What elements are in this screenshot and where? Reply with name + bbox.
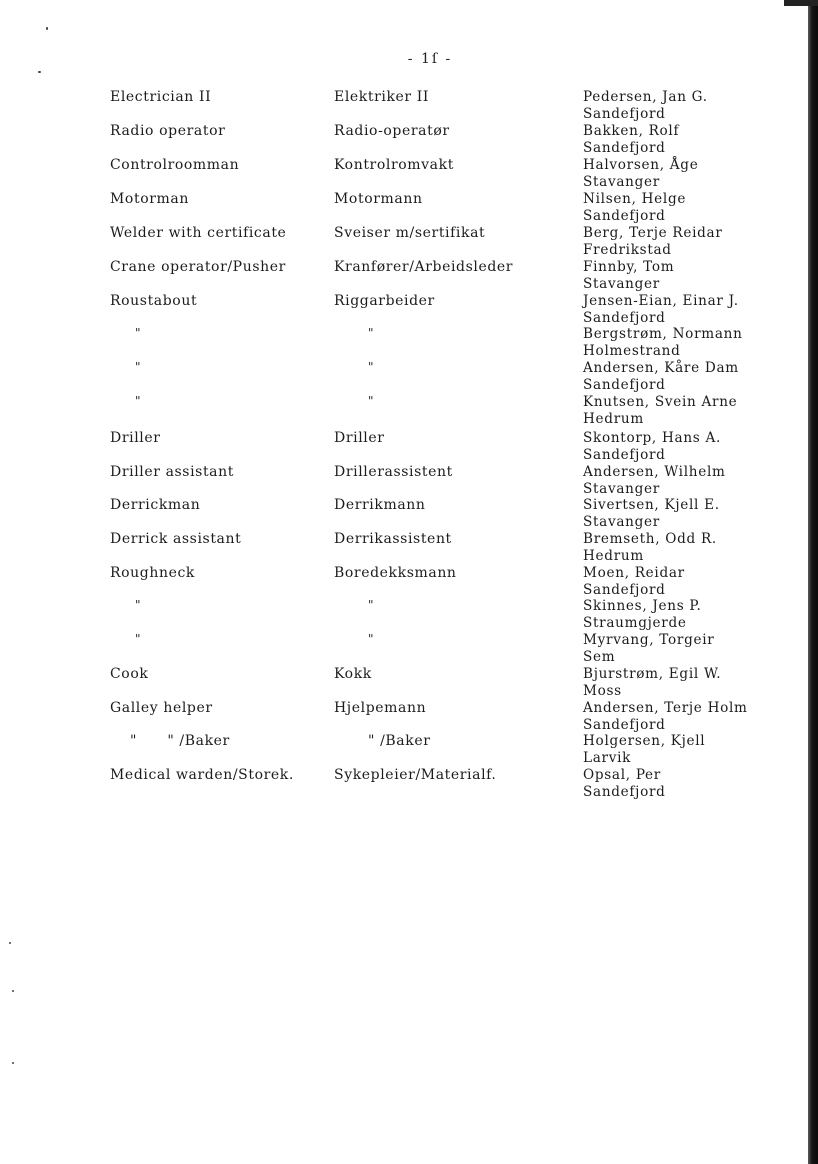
english-title: Crane operator/Pusher <box>110 259 286 275</box>
crew-member <box>583 191 686 225</box>
crew-row <box>0 259 818 293</box>
norwegian-title: Drillerassistent <box>334 464 453 480</box>
crew-row <box>0 123 818 157</box>
crew-hometown: Holmestrand <box>583 342 681 359</box>
norwegian-title: " <box>368 632 375 646</box>
crew-member <box>583 123 679 157</box>
crew-row <box>0 89 818 123</box>
crew-member <box>583 632 714 666</box>
crew-row <box>0 767 818 801</box>
crew-hometown: Sandefjord <box>583 105 666 122</box>
page-edge-corner <box>784 0 818 6</box>
norwegian-title: " <box>368 326 375 340</box>
crew-member <box>583 394 737 428</box>
crew-hometown: Stavanger <box>583 173 660 190</box>
crew-name: Bakken, Rolf <box>583 123 680 139</box>
crew-hometown: Sandefjord <box>583 716 666 733</box>
english-title: Medical warden/Storek. <box>110 767 294 783</box>
crew-member <box>583 464 726 498</box>
crew-member <box>583 733 705 767</box>
crew-name: Sivertsen, Kjell E. <box>583 497 720 513</box>
crew-member <box>583 666 721 700</box>
norwegian-title: Sykepleier/Materialf. <box>334 767 497 783</box>
crew-hometown: Sandefjord <box>583 139 666 156</box>
norwegian-title: " <box>368 360 375 374</box>
norwegian-title: Kontrolromvakt <box>334 157 454 173</box>
crew-row <box>0 225 818 259</box>
crew-member <box>583 225 723 259</box>
crew-hometown: Sandefjord <box>583 581 666 598</box>
norwegian-title: Driller <box>334 430 385 446</box>
crew-name: Pedersen, Jan G. <box>583 89 708 105</box>
crew-member <box>583 89 708 123</box>
crew-row <box>0 733 818 767</box>
crew-member <box>583 430 721 464</box>
crew-member <box>583 259 674 293</box>
crew-name: Bergstrøm, Normann <box>583 326 743 342</box>
crew-member <box>583 700 748 734</box>
norwegian-title: " <box>368 598 375 612</box>
norwegian-title: Kokk <box>334 666 372 682</box>
crew-hometown: Straumgjerde <box>583 614 687 631</box>
norwegian-title: Motormann <box>334 191 423 207</box>
english-title: " <box>135 326 142 340</box>
crew-member <box>583 157 698 191</box>
crew-row <box>0 464 818 498</box>
crew-name: Nilsen, Helge <box>583 191 687 207</box>
crew-row <box>0 598 818 632</box>
english-title: Radio operator <box>110 123 226 139</box>
norwegian-title: Kranfører/Arbeidsleder <box>334 259 514 275</box>
crew-hometown: Sandefjord <box>583 783 666 800</box>
english-title: " <box>135 632 142 646</box>
english-title: Motorman <box>110 191 189 207</box>
norwegian-title: " /Baker <box>368 733 431 749</box>
scan-speck <box>46 27 48 30</box>
norwegian-title: Sveiser m/sertifikat <box>334 225 486 241</box>
crew-hometown: Stavanger <box>583 275 660 292</box>
crew-name: Opsal, Per <box>583 767 661 783</box>
crew-member <box>583 293 739 327</box>
crew-row <box>0 531 818 565</box>
crew-hometown: Moss <box>583 682 622 699</box>
crew-hometown: Sandefjord <box>583 446 666 463</box>
crew-member <box>583 326 743 360</box>
crew-name: Skontorp, Hans A. <box>583 430 722 446</box>
scan-speck <box>38 71 41 73</box>
english-title: " <box>135 598 142 612</box>
crew-hometown: Sandefjord <box>583 309 666 326</box>
crew-name: Finnby, Tom <box>583 259 675 275</box>
page-number: - 1ſ - <box>407 51 453 67</box>
crew-name: Jensen-Eian, Einar J. <box>583 293 739 309</box>
crew-hometown: Hedrum <box>583 410 644 427</box>
crew-name: Andersen, Wilhelm <box>583 464 726 480</box>
crew-name: Holgersen, Kjell <box>583 733 706 749</box>
crew-member <box>583 497 720 531</box>
crew-member <box>583 767 666 801</box>
crew-row <box>0 565 818 599</box>
norwegian-title: Riggarbeider <box>334 293 435 309</box>
crew-hometown: Stavanger <box>583 513 660 530</box>
crew-hometown: Sandefjord <box>583 376 666 393</box>
norwegian-title: Derrikmann <box>334 497 426 513</box>
crew-row <box>0 666 818 700</box>
crew-hometown: Fredrikstad <box>583 241 672 258</box>
crew-row <box>0 191 818 225</box>
english-title: Cook <box>110 666 149 682</box>
crew-row <box>0 326 818 360</box>
crew-name: Bjurstrøm, Egil W. <box>583 666 722 682</box>
norwegian-title: Elektriker II <box>334 89 430 105</box>
norwegian-title: " <box>368 394 375 408</box>
crew-member <box>583 531 717 565</box>
crew-hometown: Hedrum <box>583 547 644 564</box>
norwegian-title: Boredekksmann <box>334 565 457 581</box>
crew-row <box>0 497 818 531</box>
english-title: Controlroomman <box>110 157 240 173</box>
crew-hometown: Sem <box>583 648 616 665</box>
crew-row <box>0 293 818 327</box>
norwegian-title: Radio-operatør <box>334 123 450 139</box>
crew-name: Moen, Reidar <box>583 565 685 581</box>
crew-name: Skinnes, Jens P. <box>583 598 702 614</box>
crew-row <box>0 632 818 666</box>
english-title: Driller <box>110 430 161 446</box>
scan-speck <box>12 1062 14 1064</box>
crew-name: Halvorsen, Åge <box>583 157 699 173</box>
crew-name: Berg, Terje Reidar <box>583 225 723 241</box>
crew-row <box>0 157 818 191</box>
english-title: Roustabout <box>110 293 198 309</box>
crew-name: Andersen, Kåre Dam <box>583 360 739 376</box>
crew-row <box>0 394 818 428</box>
crew-member <box>583 598 702 632</box>
english-title: Electrician II <box>110 89 212 105</box>
crew-row <box>0 360 818 394</box>
crew-hometown: Stavanger <box>583 480 660 497</box>
english-title: Derrick assistant <box>110 531 242 547</box>
english-title: Roughneck <box>110 565 195 581</box>
crew-name: Myrvang, Torgeir <box>583 632 715 648</box>
crew-row <box>0 700 818 734</box>
english-title: " <box>135 394 142 408</box>
crew-row <box>0 430 818 464</box>
crew-member <box>583 360 739 394</box>
crew-name: Bremseth, Odd R. <box>583 531 717 547</box>
crew-name: Andersen, Terje Holm <box>583 700 748 716</box>
norwegian-title: Derrikassistent <box>334 531 452 547</box>
crew-hometown: Larvik <box>583 749 632 766</box>
english-title: Welder with certificate <box>110 225 287 241</box>
english-title: Galley helper <box>110 700 213 716</box>
crew-name: Knutsen, Svein Arne <box>583 394 738 410</box>
crew-member <box>583 565 685 599</box>
norwegian-title: Hjelpemann <box>334 700 427 716</box>
english-title: Driller assistant <box>110 464 234 480</box>
scan-speck <box>9 942 11 944</box>
scan-speck <box>12 990 14 992</box>
english-title: " " /Baker <box>130 733 230 749</box>
english-title: " <box>135 360 142 374</box>
crew-hometown: Sandefjord <box>583 207 666 224</box>
english-title: Derrickman <box>110 497 201 513</box>
